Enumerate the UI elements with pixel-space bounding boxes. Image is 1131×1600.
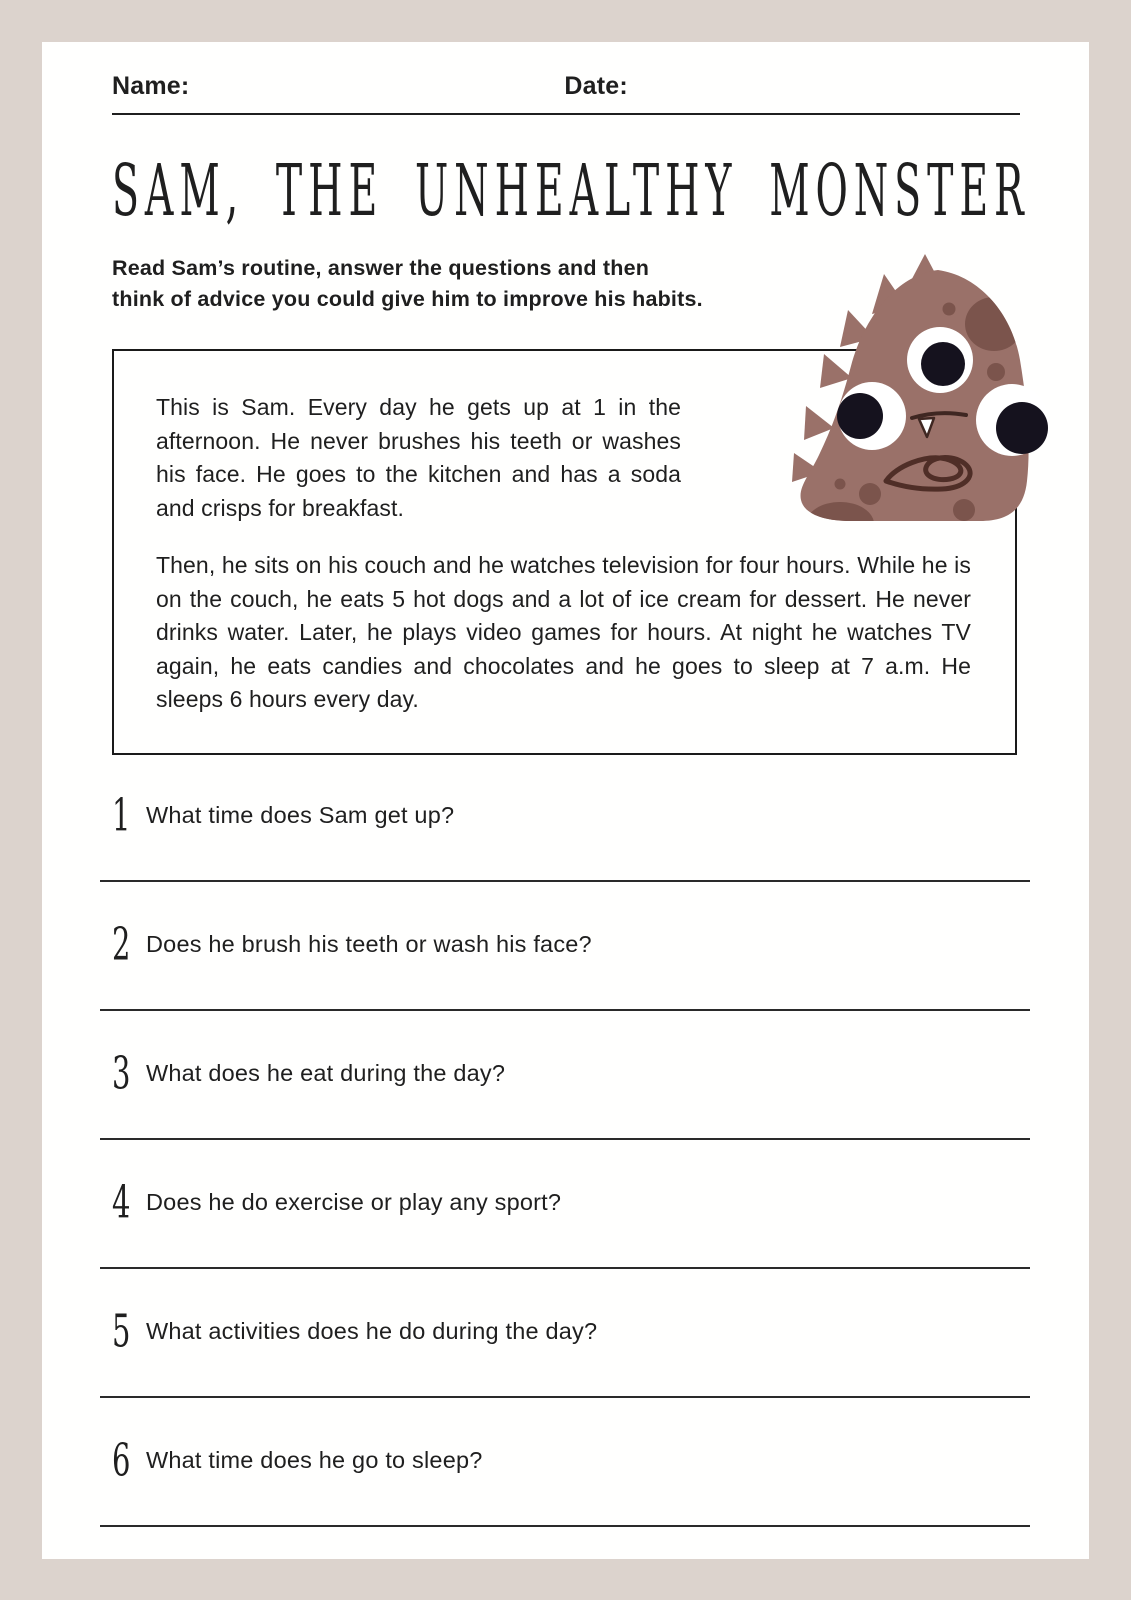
passage-box	[112, 349, 1017, 755]
question-6	[112, 1433, 1037, 1527]
question-1-number: 1	[112, 788, 131, 841]
question-1-text: What time does Sam get up?	[146, 802, 455, 828]
instructions	[112, 253, 1019, 315]
question-6-number: 6	[112, 1433, 131, 1486]
question-1	[112, 788, 1037, 882]
question-6-text: What time does he go to sleep?	[146, 1447, 483, 1473]
page-title: SAM, THE UNHEALTHY MONSTER	[112, 149, 1030, 233]
question-5	[112, 1304, 1037, 1398]
question-5-answer-line	[100, 1349, 1030, 1398]
question-3-number: 3	[112, 1046, 131, 1099]
question-6-answer-line	[100, 1478, 1030, 1527]
question-2-number: 2	[112, 917, 131, 970]
question-3	[112, 1046, 1037, 1140]
date-label: Date:	[564, 72, 628, 100]
title-container	[112, 143, 1030, 239]
question-3-text: What does he eat during the day?	[146, 1060, 506, 1086]
instructions-line-2: think of advice you could give him to improve his habits.	[112, 287, 703, 311]
passage-paragraph-2: Then, he sits on his couch and he watches television for four hours. While he is on the couch, he eats 5 hot dogs and a lot of ice cream for dessert. He never drinks water. Later, he plays video games for hours. At night he watches TV again, he eats candies and chocolates and he goes to sleep at 7 a.m. He sleeps 6 hours every day.	[156, 552, 971, 712]
question-2-text: Does he brush his teeth or wash his face?	[146, 931, 592, 957]
question-3-answer-line	[100, 1091, 1030, 1140]
question-5-text: What activities does he do during the day?	[146, 1318, 598, 1344]
question-1-answer-line	[100, 833, 1030, 882]
question-2-answer-line	[100, 962, 1030, 1011]
passage-paragraph-1: This is Sam. Every day he gets up at 1 in the afternoon. He never brushes his teeth or washes his face. He goes to the kitchen and has a soda and crisps for breakfast.	[156, 394, 681, 521]
question-4-text: Does he do exercise or play any sport?	[146, 1189, 562, 1215]
passage-container	[112, 349, 1020, 755]
question-2	[112, 917, 1037, 1011]
question-4-answer-line	[100, 1220, 1030, 1269]
instructions-line-1: Read Sam’s routine, answer the questions and then	[112, 256, 650, 280]
question-4-number: 4	[112, 1175, 131, 1228]
worksheet-paper	[42, 42, 1089, 1559]
question-4	[112, 1175, 1037, 1269]
name-label: Name:	[112, 72, 190, 100]
name-date-header	[112, 72, 1020, 115]
questions-section	[112, 788, 1037, 1527]
question-5-number: 5	[112, 1304, 131, 1357]
